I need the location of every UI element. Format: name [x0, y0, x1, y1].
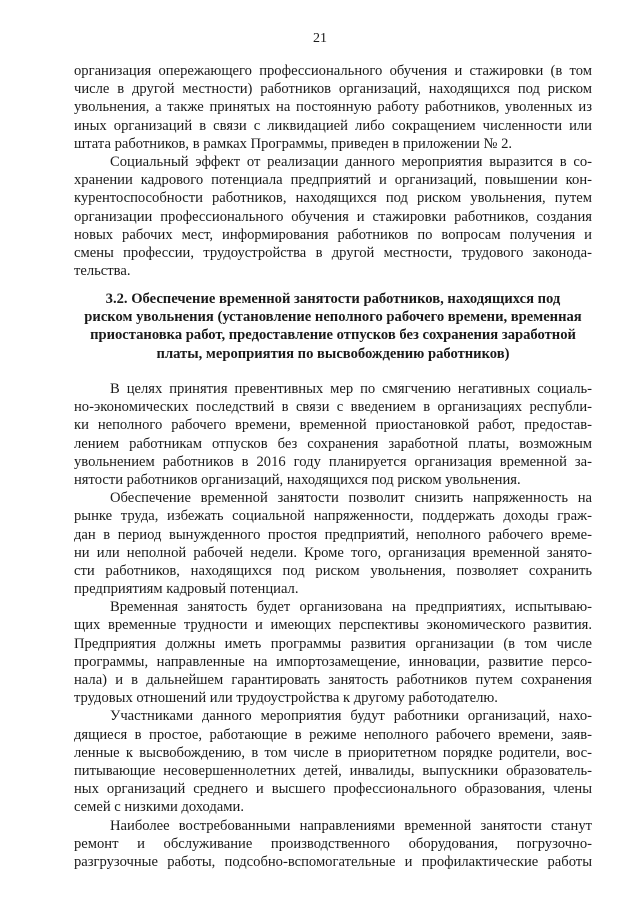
text-line: питывающие несовершеннолетних детей, инвалиды, выпускники образователь- [74, 762, 592, 779]
text-line: сти работников, находящихся под риском увольнения, позволяет сохранить [74, 562, 592, 579]
text-line: нала) и в дальнейшем гарантировать занятость работников путем сохранения [74, 672, 592, 688]
text-line: дящиеся в простое, работающие в режиме неполного рабочего времени, заяв- [74, 726, 592, 743]
text-line: организация опережающего профессионального обучения и стажировки (в том [74, 63, 592, 79]
text-line: организации профессионального обучения и стажировки работников, создания [74, 208, 592, 225]
text-line: Предприятия должны иметь программы развития организации (в том числе [74, 635, 592, 652]
heading-line: платы, мероприятия по высвобождению работников) [156, 345, 510, 362]
text-line: увольнения, а также принятых на постоянную работу работников, уволенных из [74, 99, 592, 116]
text-line: лением работникам отпусков без сохранения заработной платы, возможным [74, 435, 592, 452]
text-line: щих временные трудности и имеющих перспективы экономического развития. [74, 617, 592, 634]
text-line: разгрузочные работы, подсобно-вспомогательные и профилактические работы [74, 853, 592, 870]
text-line: Социальный эффект от реализации данного мероприятия выразится в со- [110, 153, 592, 170]
paragraph-block-2 [74, 380, 592, 871]
text-line: тельства. [74, 263, 131, 280]
text-line: курентоспособности работников, находящихся под риском увольнения, путем [74, 190, 592, 207]
text-line: ки неполного рабочего времени, временной приостановкой работ, предостав- [74, 417, 592, 434]
text-line: трудовых отношений или трудоустройства к другому работодателю. [74, 690, 498, 707]
text-line: дан в период вынужденного простоя предприятий, неполного рабочего време- [74, 526, 592, 543]
text-line: нятости работников организаций, находящихся под риском увольнения. [74, 471, 521, 488]
text-line: смены профессии, трудоустройства в другой местности, трудового законода- [74, 244, 592, 261]
text-line: увольнением работников в 2016 году планируется организация временной за- [74, 453, 592, 470]
text-line: В целях принятия превентивных мер по смягчению негативных социаль- [110, 381, 592, 397]
heading-line: приостановка работ, предоставление отпусков без сохранения заработной [90, 327, 576, 344]
text-line: предприятиям кадровый потенциал. [74, 581, 299, 598]
text-line: Временная занятость будет организована на предприятиях, испытываю- [110, 599, 592, 616]
text-line: иных организаций в связи с ликвидацией либо сокращением численности или [74, 117, 592, 134]
text-line: Наиболее востребованными направлениями временной занятости станут [110, 817, 592, 834]
text-line: семей с низкими доходами. [74, 799, 244, 816]
text-line: ных организаций среднего и высшего профессионального образования, члены [74, 781, 592, 798]
text-line: числе в другой местности) работников организаций, находящихся под риском [74, 81, 592, 98]
text-line: но-экономических последствий в связи с введением в организациях республи- [74, 399, 592, 416]
text-line: рынке труда, избежать социальной напряженности, поддержать доходы граж- [74, 508, 592, 525]
text-line: Обеспечение временной занятости позволит снизить напряженность на [110, 490, 592, 507]
text-line: штата работников, в рамках Программы, приведен в приложении № 2. [74, 135, 513, 152]
text-line: Участниками данного мероприятия будут работники организаций, нахо- [110, 708, 592, 725]
text-line: ленные к высвобождению, в том числе в приоритетном порядке родители, вос- [74, 744, 592, 761]
text-line: программы, направленные на импортозамещение, инновации, развитие персо- [74, 653, 592, 670]
section-heading [74, 290, 592, 363]
text-line: хранении кадрового потенциала предприятий и организаций, повышении кон- [74, 172, 592, 189]
page-number: 21 [313, 31, 327, 46]
paragraph-block-1 [74, 62, 592, 280]
text-line: ни или неполной рабочей недели. Кроме того, организация временной занято- [74, 544, 592, 561]
text-line: новых рабочих мест, информирования работников по вопросам получения и [74, 226, 592, 243]
heading-line: риском увольнения (установление неполного рабочего времени, временная [84, 309, 582, 326]
heading-line: 3.2. Обеспечение временной занятости работников, находящихся под [105, 291, 561, 307]
text-line: ремонт и обслуживание производственного оборудования, погрузочно- [74, 835, 592, 852]
